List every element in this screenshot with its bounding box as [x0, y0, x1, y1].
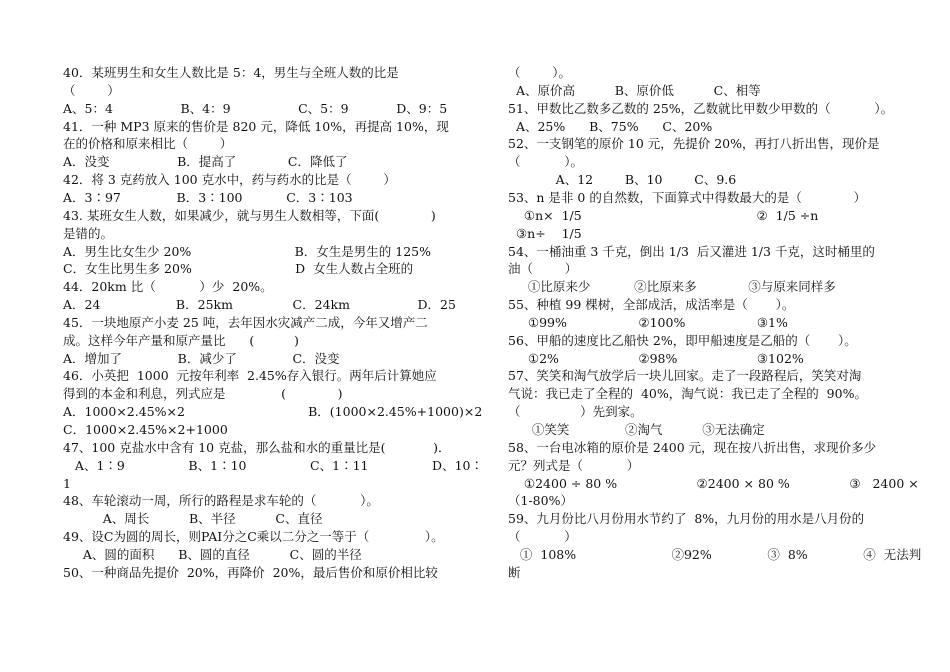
text-line: 41．一种 MP3 原来的售价是 820 元，降低 10%，再提高 10%，现 [63, 118, 449, 134]
text-line: 47、100 克盐水中含有 10 克盐，那么盐和水的重量比是( )． [63, 439, 451, 455]
text-line: C．女生比男生多 20% D 女生人数占全班的 [63, 261, 414, 277]
text-line: A、25% B、75% C、20% [508, 118, 713, 134]
text-line: A．男生比女生少 20% B．女生是男生的 125% [63, 243, 431, 259]
text-line: A、圆的面积 B、圆的直径 C、圆的半径 [63, 546, 362, 562]
text-line: （ ）。 [508, 65, 572, 80]
text-line: （ ） [63, 82, 120, 98]
text-line: 49、设C为圆的周长，则PAI分之C乘以二分之一等于（ ）。 [63, 529, 444, 545]
text-line: A、1∶9 B、1∶10 C、1∶11 D、10∶ [63, 457, 483, 473]
text-line: 42．将 3 克药放入 100 克水中，药与药水的比是（ ） [63, 172, 396, 188]
text-line: 45．一块地原产小麦 25 吨，去年因水灾减产二成，今年又增产二 [63, 314, 428, 330]
text-line: A．3∶97 B．3∶100 C．3∶103 [63, 189, 353, 205]
text-line: A．1000×2.45%×2 B．(1000×2.45%+1000)×2 [63, 404, 483, 420]
text-line: ① 108% ②92% ③ 8% ④ 无法判 [508, 546, 922, 562]
text-line: 56、甲船的速度比乙船快 2%，即甲船速度是乙船的（ ）。 [508, 332, 857, 348]
text-line: A．没变 B．提高了 C．降低了 [63, 154, 348, 170]
text-line: 是错的。 [63, 225, 114, 241]
text-line: ①比原来少 ②比原来多 ③与原来同样多 [508, 279, 836, 295]
text-line: 得到的本金和利息，列式应是 ( ) [63, 386, 343, 402]
text-line: 48、车轮滚动一周，所行的路程是求车轮的（ ）。 [63, 493, 379, 509]
text-line: A、周长 B、半径 C、直径 [63, 511, 323, 527]
text-line: A、原价高 B、原价低 C、相等 [508, 82, 761, 98]
text-line: 气说：我已走了全程的 40%，淘气说：我已走了全程的 90%。 [508, 386, 867, 402]
text-line: 59、九月份比八月份用水节约了 8%，九月份的用水是八月份的 [508, 511, 865, 527]
text-line: 46．小英把 1000 元按年利率 2.45%存入银行。两年后计算她应 [63, 368, 437, 384]
text-line: 成。这样今年产量和原产量比 ( ) [63, 332, 299, 348]
text-line: 54、一桶油重 3 千克，倒出 1/3 后又灌进 1/3 千克，这时桶里的 [508, 243, 875, 259]
text-line: （ ）先到家。 [508, 404, 643, 420]
text-line: 52、一支钢笔的原价 10 元，先提价 20%，再打八折出售，现价是 [508, 136, 880, 152]
text-line: 58、一台电冰箱的原价是 2400 元，现在按八折出售，求现价多少 [508, 439, 877, 455]
text-line: （ ）。 [508, 154, 583, 170]
text-line: 断 [508, 564, 521, 580]
text-line: 53、n 是非 0 的自然数，下面算式中得数最大的是（ ） [508, 189, 866, 205]
text-line: ①99% ②100% ③1% [508, 314, 788, 330]
text-line: A、5：4 B、4：9 C、5：9 D、9：5 [63, 100, 448, 116]
text-line: A．增加了 B．减少了 C．没变 [63, 350, 340, 366]
text-line: ①n× 1/5 ② 1/5 ÷n [508, 207, 819, 223]
text-line: A、12 B、10 C、9.6 [508, 172, 737, 188]
text-line: ③n÷ 1/5 [508, 225, 582, 241]
text-line: 油（ ） [508, 261, 578, 277]
text-line: 55、种植 99 棵树，全部成活，成活率是（ ）。 [508, 297, 795, 313]
text-line: 1 [63, 475, 71, 491]
text-line: 50、一种商品先提价 20%，再降价 20%，最后售价和原价相比较 [63, 564, 438, 580]
text-line: ①2% ②98% ③102% [508, 350, 804, 366]
text-line: 在的价格和原来相比（ ） [63, 136, 233, 152]
text-line: 40．某班男生和女生人数比是 5：4，男生与全班人数的比是 [63, 65, 399, 80]
text-line: 43. 某班女生人数，如果减少，就与男生人数相等，下面( ) [63, 207, 436, 223]
text-line: （1-80%） [508, 493, 573, 509]
text-line: ①2400 ÷ 80 % ②2400 × 80 % ③ 2400 × [508, 475, 919, 491]
text-line: 元？列式是（ ） [508, 457, 640, 473]
text-line: 57、笑笑和淘气放学后一块儿回家。走了一段路程后，笑笑对淘 [508, 368, 862, 384]
text-line: （ ） [508, 529, 577, 545]
text-line: A．24 B．25km C．24km D．25 [63, 297, 456, 313]
text-line: C．1000×2.45%×2+1000 [63, 422, 228, 437]
text-line: 51、甲数比乙数多乙数的 25%，乙数就比甲数少甲数的（ ）。 [508, 100, 894, 116]
text-line: 44．20km 比（ ）少 20%。 [63, 279, 273, 295]
text-line: ①笑笑 ②淘气 ③无法确定 [508, 422, 765, 437]
